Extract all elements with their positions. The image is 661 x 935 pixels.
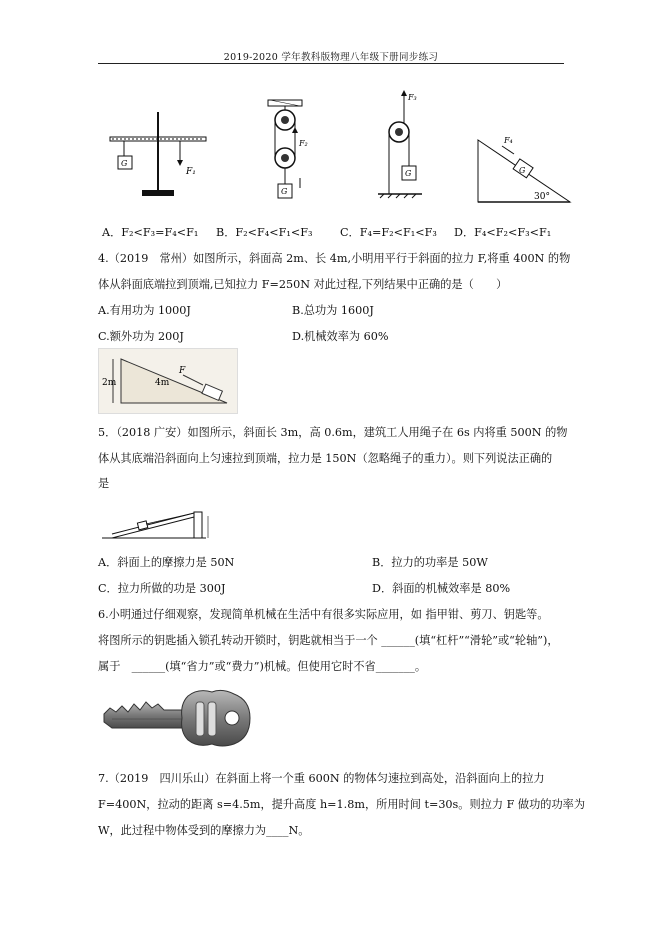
q3-option-b: B．F₂<F₄<F₁<F₃ (216, 226, 313, 239)
q5-option-c: C．拉力所做的功是 300J (98, 582, 226, 595)
g-label: G (405, 169, 412, 178)
f4-label: F₄ (504, 136, 513, 145)
fixed-pulley-figure (372, 88, 432, 208)
q4-option-c: C.额外功为 200J (98, 330, 184, 343)
q4-line-2: 体从斜面底端拉到顶端,已知拉力 F=250N 对此过程,下列结果中正确的是（ ） (98, 278, 508, 291)
q5-option-b: B．拉力的功率是 50W (372, 556, 488, 569)
height-label: 2m (102, 378, 117, 388)
q6-line-2: 将图所示的钥匙插入锁孔转动开锁时，钥匙就相当于一个 ______(填“杠杆”“滑轮”或“轮轴”)， (98, 634, 559, 647)
q7-line-1: 7.（2019 四川乐山）在斜面上将一个重 600N 的物体匀速拉到高处，沿斜面向上的拉力 (98, 772, 545, 785)
q5-line-2: 体从其底端沿斜面向上匀速拉到顶端，拉力是 150N（忽略绳子的重力）。则下列说法正确的 (98, 452, 553, 465)
page-header: 2019-2020 学年教科版物理八年级下册同步练习 (223, 52, 439, 63)
f2-label: F₂ (299, 139, 308, 148)
incline-figure (474, 132, 576, 208)
q6-line-3: 属于 ______(填“省力”或“费力”)机械。但使用它时不省_______。 (98, 660, 427, 673)
g-label: G (281, 187, 288, 196)
q7-line-2: F=400N，拉动的距离 s=4.5m，提升高度 h=1.8m，所用时间 t=30s。则拉力 F 做功的功率为 (98, 798, 586, 811)
pulley-block-figure (258, 96, 318, 208)
q5-line-1: 5．（2018 广安）如图所示，斜面长 3m，高 0.6m，建筑工人用绳子在 6s 内将重 500N 的物 (98, 426, 568, 439)
q4-option-d: D.机械效率为 60% (292, 330, 389, 343)
q3-option-a: A．F₂<F₃=F₄<F₁ (102, 226, 199, 239)
q6-line-1: 6.小明通过仔细观察，发现简单机械在生活中有很多实际应用，如 指甲钳、剪刀、钥匙等。 (98, 608, 549, 621)
length-label: 4m (155, 378, 170, 388)
q3-option-c: C．F₄=F₂<F₁<F₃ (340, 226, 437, 239)
q4-incline-drawing (99, 349, 237, 413)
q5-line-3: 是 (98, 477, 110, 490)
angle-label: 30° (534, 192, 550, 202)
q4-incline-photo (98, 348, 238, 414)
q5-option-a: A．斜面上的摩擦力是 50N (98, 556, 235, 569)
key-photo (102, 686, 254, 750)
g-label: G (121, 159, 128, 168)
force-label: F (179, 366, 186, 376)
q5-ramp-figure (98, 504, 216, 542)
header-divider (98, 63, 564, 64)
f3-label: F₃ (408, 93, 417, 102)
q4-option-b: B.总功为 1600J (292, 304, 374, 317)
f1-label: F₁ (186, 167, 196, 177)
q7-line-3: W，此过程中物体受到的摩擦力为____N。 (98, 824, 310, 837)
lever-figure (102, 108, 212, 208)
q3-option-d: D．F₄<F₂<F₃<F₁ (454, 226, 552, 239)
q4-option-a: A.有用功为 1000J (98, 304, 191, 317)
g-label: G (519, 166, 526, 175)
q5-option-d: D．斜面的机械效率是 80% (372, 582, 511, 595)
q4-line-1: 4.（2019 常州）如图所示，斜面高 2m、长 4m,小明用平行于斜面的拉力 F,将重 400N 的物 (98, 252, 571, 265)
